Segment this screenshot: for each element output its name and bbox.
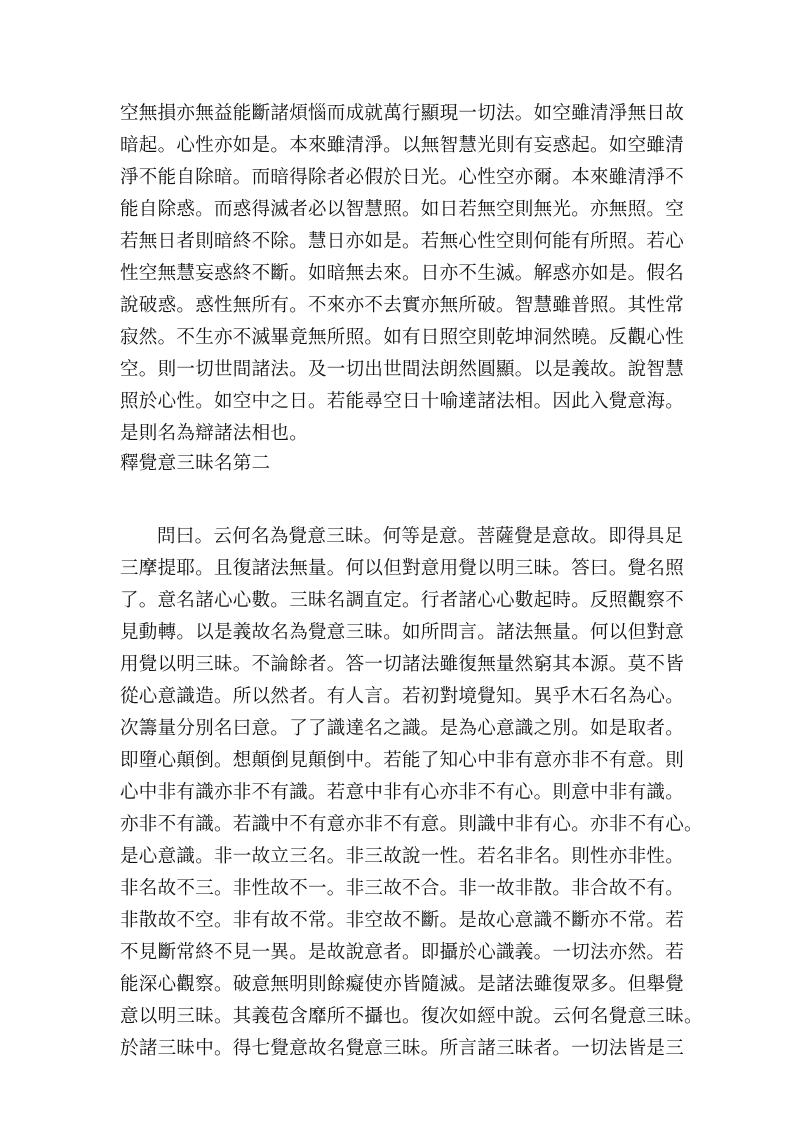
text-line: 能深心觀察。破意無明則餘癡使亦皆隨滅。是諸法雖復眾多。但舉覺: [120, 974, 685, 995]
text-line: 意以明三昧。其義苞含靡所不攝也。復次如經中說。云何名覺意三昧。: [120, 1006, 703, 1027]
text-line: 非名故不三。非性故不一。非三故不合。非一故非散。非合故不有。: [120, 878, 685, 899]
text-line: 是心意識。非一故立三名。非三故說一性。若名非名。則性亦非性。: [120, 846, 685, 867]
text-line: 從心意識造。所以然者。有人言。若初對境覺知。異乎木石名為心。: [120, 686, 685, 707]
text-line: 暗起。心性亦如是。本來雖清淨。以無智慧光則有妄惑起。如空雖清: [120, 135, 685, 156]
text-line: 非散故不空。非有故不常。非空故不斷。是故心意識不斷亦不常。若: [120, 910, 685, 931]
section-heading: 釋覺意三昧名第二: [120, 453, 271, 474]
paragraph-2: [120, 521, 703, 1065]
text-line: 說破惑。惑性無所有。不來亦不去實亦無所破。智慧雖普照。其性常: [120, 295, 685, 316]
text-line: 見動轉。以是義故名為覺意三昧。如所問言。諸法無量。何以但對意: [120, 622, 685, 643]
paragraph-1: [120, 98, 690, 450]
text-line: 亦非不有識。若識中不有意亦非不有意。則識中非有心。亦非不有心。: [120, 814, 703, 835]
text-line: 寂然。不生亦不滅畢竟無所照。如有日照空則乾坤洞然曉。反觀心性: [120, 327, 685, 348]
text-line: 空無損亦無益能斷諸煩惱而成就萬行顯現一切法。如空雖清淨無日故: [120, 103, 685, 124]
text-line: 不見斷常終不見一異。是故說意者。即攝於心識義。一切法亦然。若: [120, 942, 685, 963]
text-line: 用覺以明三昧。不論餘者。答一切諸法雖復無量然窮其本源。莫不皆: [120, 654, 685, 675]
text-line: 次籌量分別名曰意。了了識達名之識。是為心意識之別。如是取者。: [120, 718, 685, 739]
text-line: 是則名為辯諸法相也。: [120, 423, 309, 444]
text-line: 照於心性。如空中之日。若能尋空日十喻達諸法相。因此入覺意海。: [120, 391, 685, 412]
text-line: 性空無慧妄惑終不斷。如暗無去來。日亦不生滅。解惑亦如是。假名: [120, 263, 685, 284]
text-line: 淨不能自除暗。而暗得除者必假於日光。心性空亦爾。本來雖清淨不: [120, 167, 685, 188]
text-line: 若無日者則暗終不除。慧日亦如是。若無心性空則何能有所照。若心: [120, 231, 685, 252]
text-line: 心中非有識亦非不有識。若意中非有心亦非不有心。則意中非有識。: [120, 782, 685, 803]
text-line: 於諸三昧中。得七覺意故名覺意三昧。所言諸三昧者。一切法皆是三: [120, 1038, 685, 1059]
text-line: 了。意名諸心心數。三昧名調直定。行者諸心心數起時。反照觀察不: [120, 590, 685, 611]
text-line: 即墮心顛倒。想顛倒見顛倒中。若能了知心中非有意亦非不有意。則: [120, 750, 685, 771]
text-line: 三摩提耶。且復諸法無量。何以但對意用覺以明三昧。答曰。覺名照: [120, 558, 685, 579]
text-line: 空。則一切世間諸法。及一切出世間法朗然圓顯。以是義故。說智慧: [120, 359, 685, 380]
text-line: 問曰。云何名為覺意三昧。何等是意。菩薩覺是意故。即得具足: [157, 526, 684, 547]
text-line: 能自除惑。而惑得滅者必以智慧照。如日若無空則無光。亦無照。空: [120, 199, 685, 220]
